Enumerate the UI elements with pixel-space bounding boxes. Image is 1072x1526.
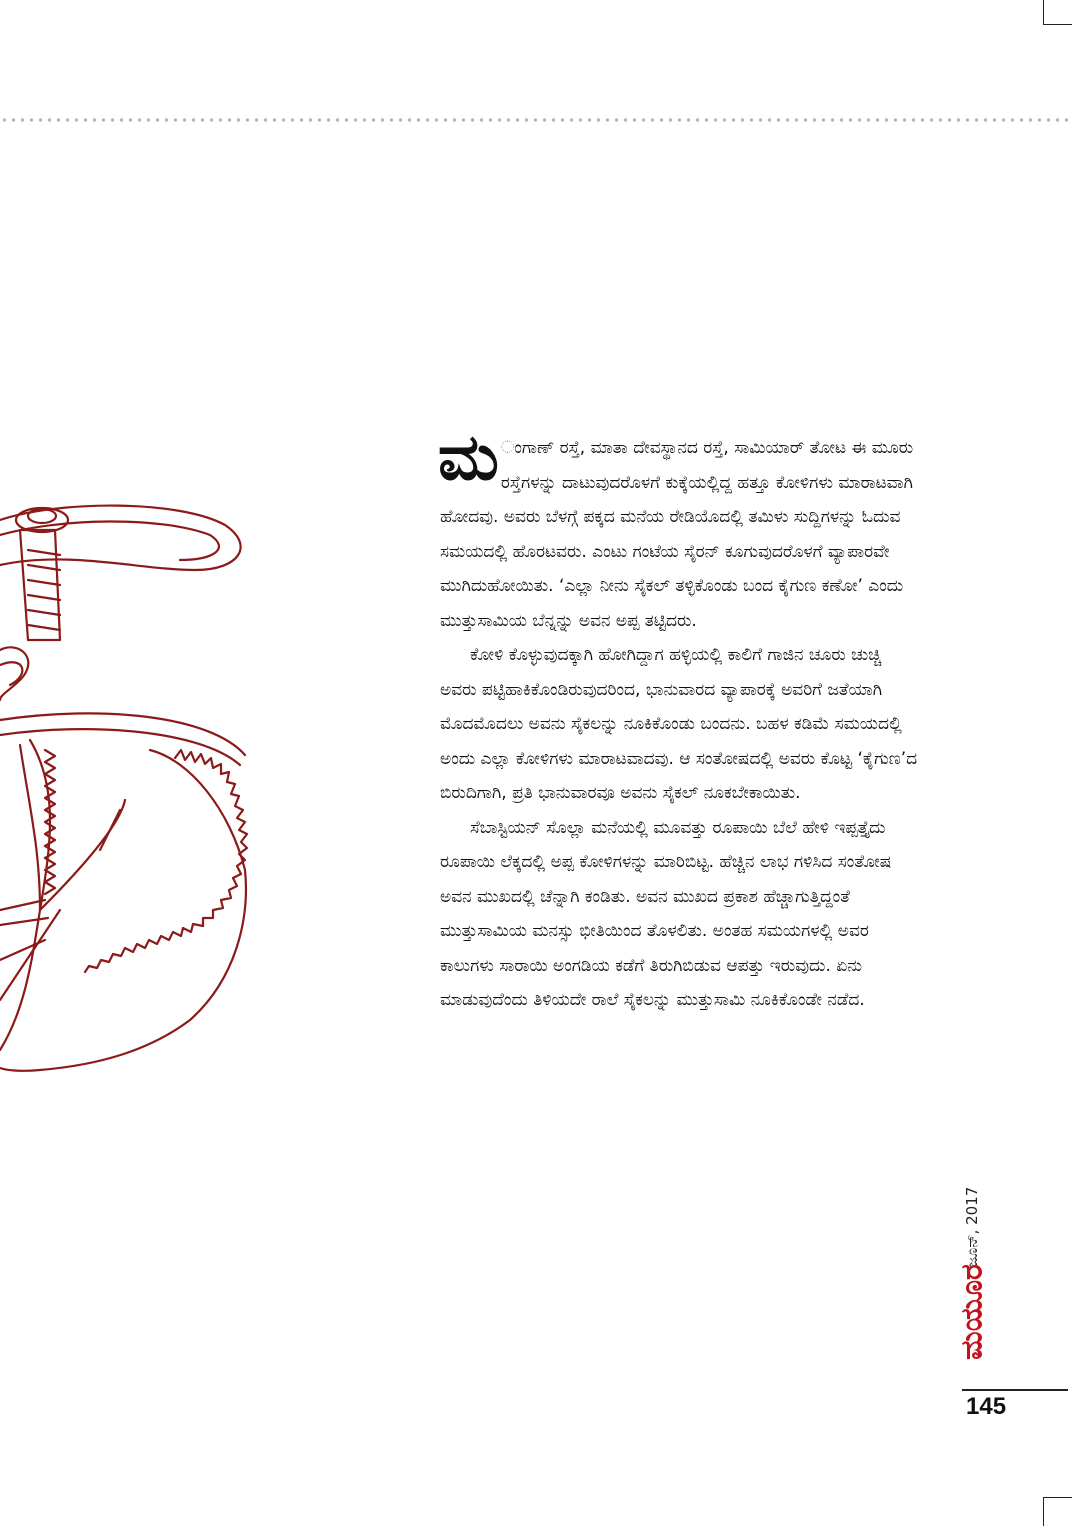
bicycle-sketch-illustration — [0, 490, 270, 1090]
article-paragraph-1 — [438, 420, 918, 638]
crop-mark-bottom — [1043, 1497, 1072, 1526]
article-paragraph-3: ಸೆಬಾಸ್ಟಿಯನ್ ಸೊಲ್ಲಾ ಮನೆಯಲ್ಲಿ ಮೂವತ್ತು ರೂಪಾಯಿ ಬೆಲೆ ಹೇಳಿ ಇಪ್ಪತ್ತೈದು ರೂಪಾಯಿ ಲೆಕ್ಕದಲ್ಲಿ ಅಪ್ಪ ಕೋಳಿಗಳನ್ನು ಮಾರಿಬಿಟ್ಟ. ಹೆಚ್ಚಿನ ಲಾಭ ಗಳಿಸಿದ ಸಂತೋಷ ಅವನ ಮುಖದಲ್ಲಿ ಚೆನ್ನಾಗಿ ಕಂಡಿತು. ಅವನ ಮುಖದ ಪ್ರಕಾಶ ಹೆಚ್ಚಾಗುತ್ತಿದ್ದಂತೆ ಮುತ್ತುಸಾಮಿಯ ಮನಸ್ಸು ಭೀತಿಯಿಂದ ತೊಳಲಿತು. ಅಂತಹ ಸಮಯಗಳಲ್ಲಿ ಅವರ ಕಾಲುಗಳು ಸಾರಾಯಿ ಅಂಗಡಿಯ ಕಡೆಗೆ ತಿರುಗಿಬಿಡುವ ಆಪತ್ತು ಇರುವುದು. ಏನು ಮಾಡುವುದೆಂದು ತಿಳಿಯದೇ ರಾಲೆ ಸೈಕಲನ್ನು ಮುತ್ತುಸಾಮಿ ನೂಕಿಕೊಂಡೇ ನಡೆದ. — [440, 817, 892, 1010]
dotted-header-rule — [0, 118, 1072, 122]
crop-mark-top — [1043, 0, 1072, 25]
page-number-rule — [962, 1389, 1068, 1391]
article-body — [438, 420, 918, 1018]
article-paragraph-2: ಕೋಳಿ ಕೊಳ್ಳುವುದಕ್ಕಾಗಿ ಹೋಗಿದ್ದಾಗ ಹಳ್ಳಿಯಲ್ಲಿ ಕಾಲಿಗೆ ಗಾಜಿನ ಚೂರು ಚುಚ್ಚಿ ಅವರು ಪಟ್ಟಿಹಾಕಿಕೊಂಡಿರುವುದರಿಂದ, ಭಾನುವಾರದ ವ್ಯಾಪಾರಕ್ಕೆ ಅವರಿಗೆ ಜತೆಯಾಗಿ ಮೊದಮೊದಲು ಅವನು ಸೈಕಲನ್ನು ನೂಕಿಕೊಂಡು ಬಂದನು. ಬಹಳ ಕಡಿಮೆ ಸಮಯದಲ್ಲಿ ಅಂದು ಎಲ್ಲಾ ಕೋಳಿಗಳು ಮಾರಾಟವಾದವು. ಆ ಸಂತೋಷದಲ್ಲಿ ಅವರು ಕೊಟ್ಟ ‘ಕೈಗುಣ’ದ ಬಿರುದಿಗಾಗಿ, ಪ್ರತಿ ಭಾನುವಾರವೂ ಅವನು ಸೈಕಲ್ ನೂಕಬೇಕಾಯಿತು. — [440, 645, 918, 803]
paragraph-1-text: ಂಗಾಣ್ ರಸ್ತೆ, ಮಾತಾ ದೇವಸ್ಥಾನದ ರಸ್ತೆ, ಸಾಮಿಯಾರ್ ತೋಟ ಈ ಮೂರು ರಸ್ತೆಗಳನ್ನು ದಾಟುವುದರೊಳಗೆ ಕುಕ್ಕೆಯಲ್ಲಿದ್ದ ಹತ್ತೂ ಕೋಳಿಗಳು ಮಾರಾಟವಾಗಿ ಹೋದವು. ಅವರು ಬೆಳಗ್ಗೆ ಪಕ್ಕದ ಮನೆಯ ರೇಡಿಯೊದಲ್ಲಿ ತಮಿಳು ಸುದ್ದಿಗಳನ್ನು ಓದುವ ಸಮಯದಲ್ಲಿ ಹೊರಟವರು. ಎಂಟು ಗಂಟೆಯ ಸೈರನ್ ಕೂಗುವುದರೊಳಗೆ ವ್ಯಾಪಾರವೇ ಮುಗಿದುಹೋಯಿತು. ‘ಎಲ್ಲಾ ನೀನು ಸೈಕಲ್ ತಳ್ಳಿಕೊಂಡು ಬಂದ ಕೈಗುಣ ಕಣೋ’ ಎಂದು ಮುತ್ತುಸಾಮಿಯ ಬೆನ್ನನ್ನು ಅವನ ಅಪ್ಪ ತಟ್ಟಿದರು. — [440, 438, 914, 631]
magazine-logo: ಮಯೂರ — [954, 1264, 990, 1360]
drop-cap-letter: ಮ — [438, 420, 499, 495]
issue-date: ಜೂನ್, 2017 — [963, 1186, 981, 1268]
page-number: 145 — [966, 1393, 1007, 1420]
